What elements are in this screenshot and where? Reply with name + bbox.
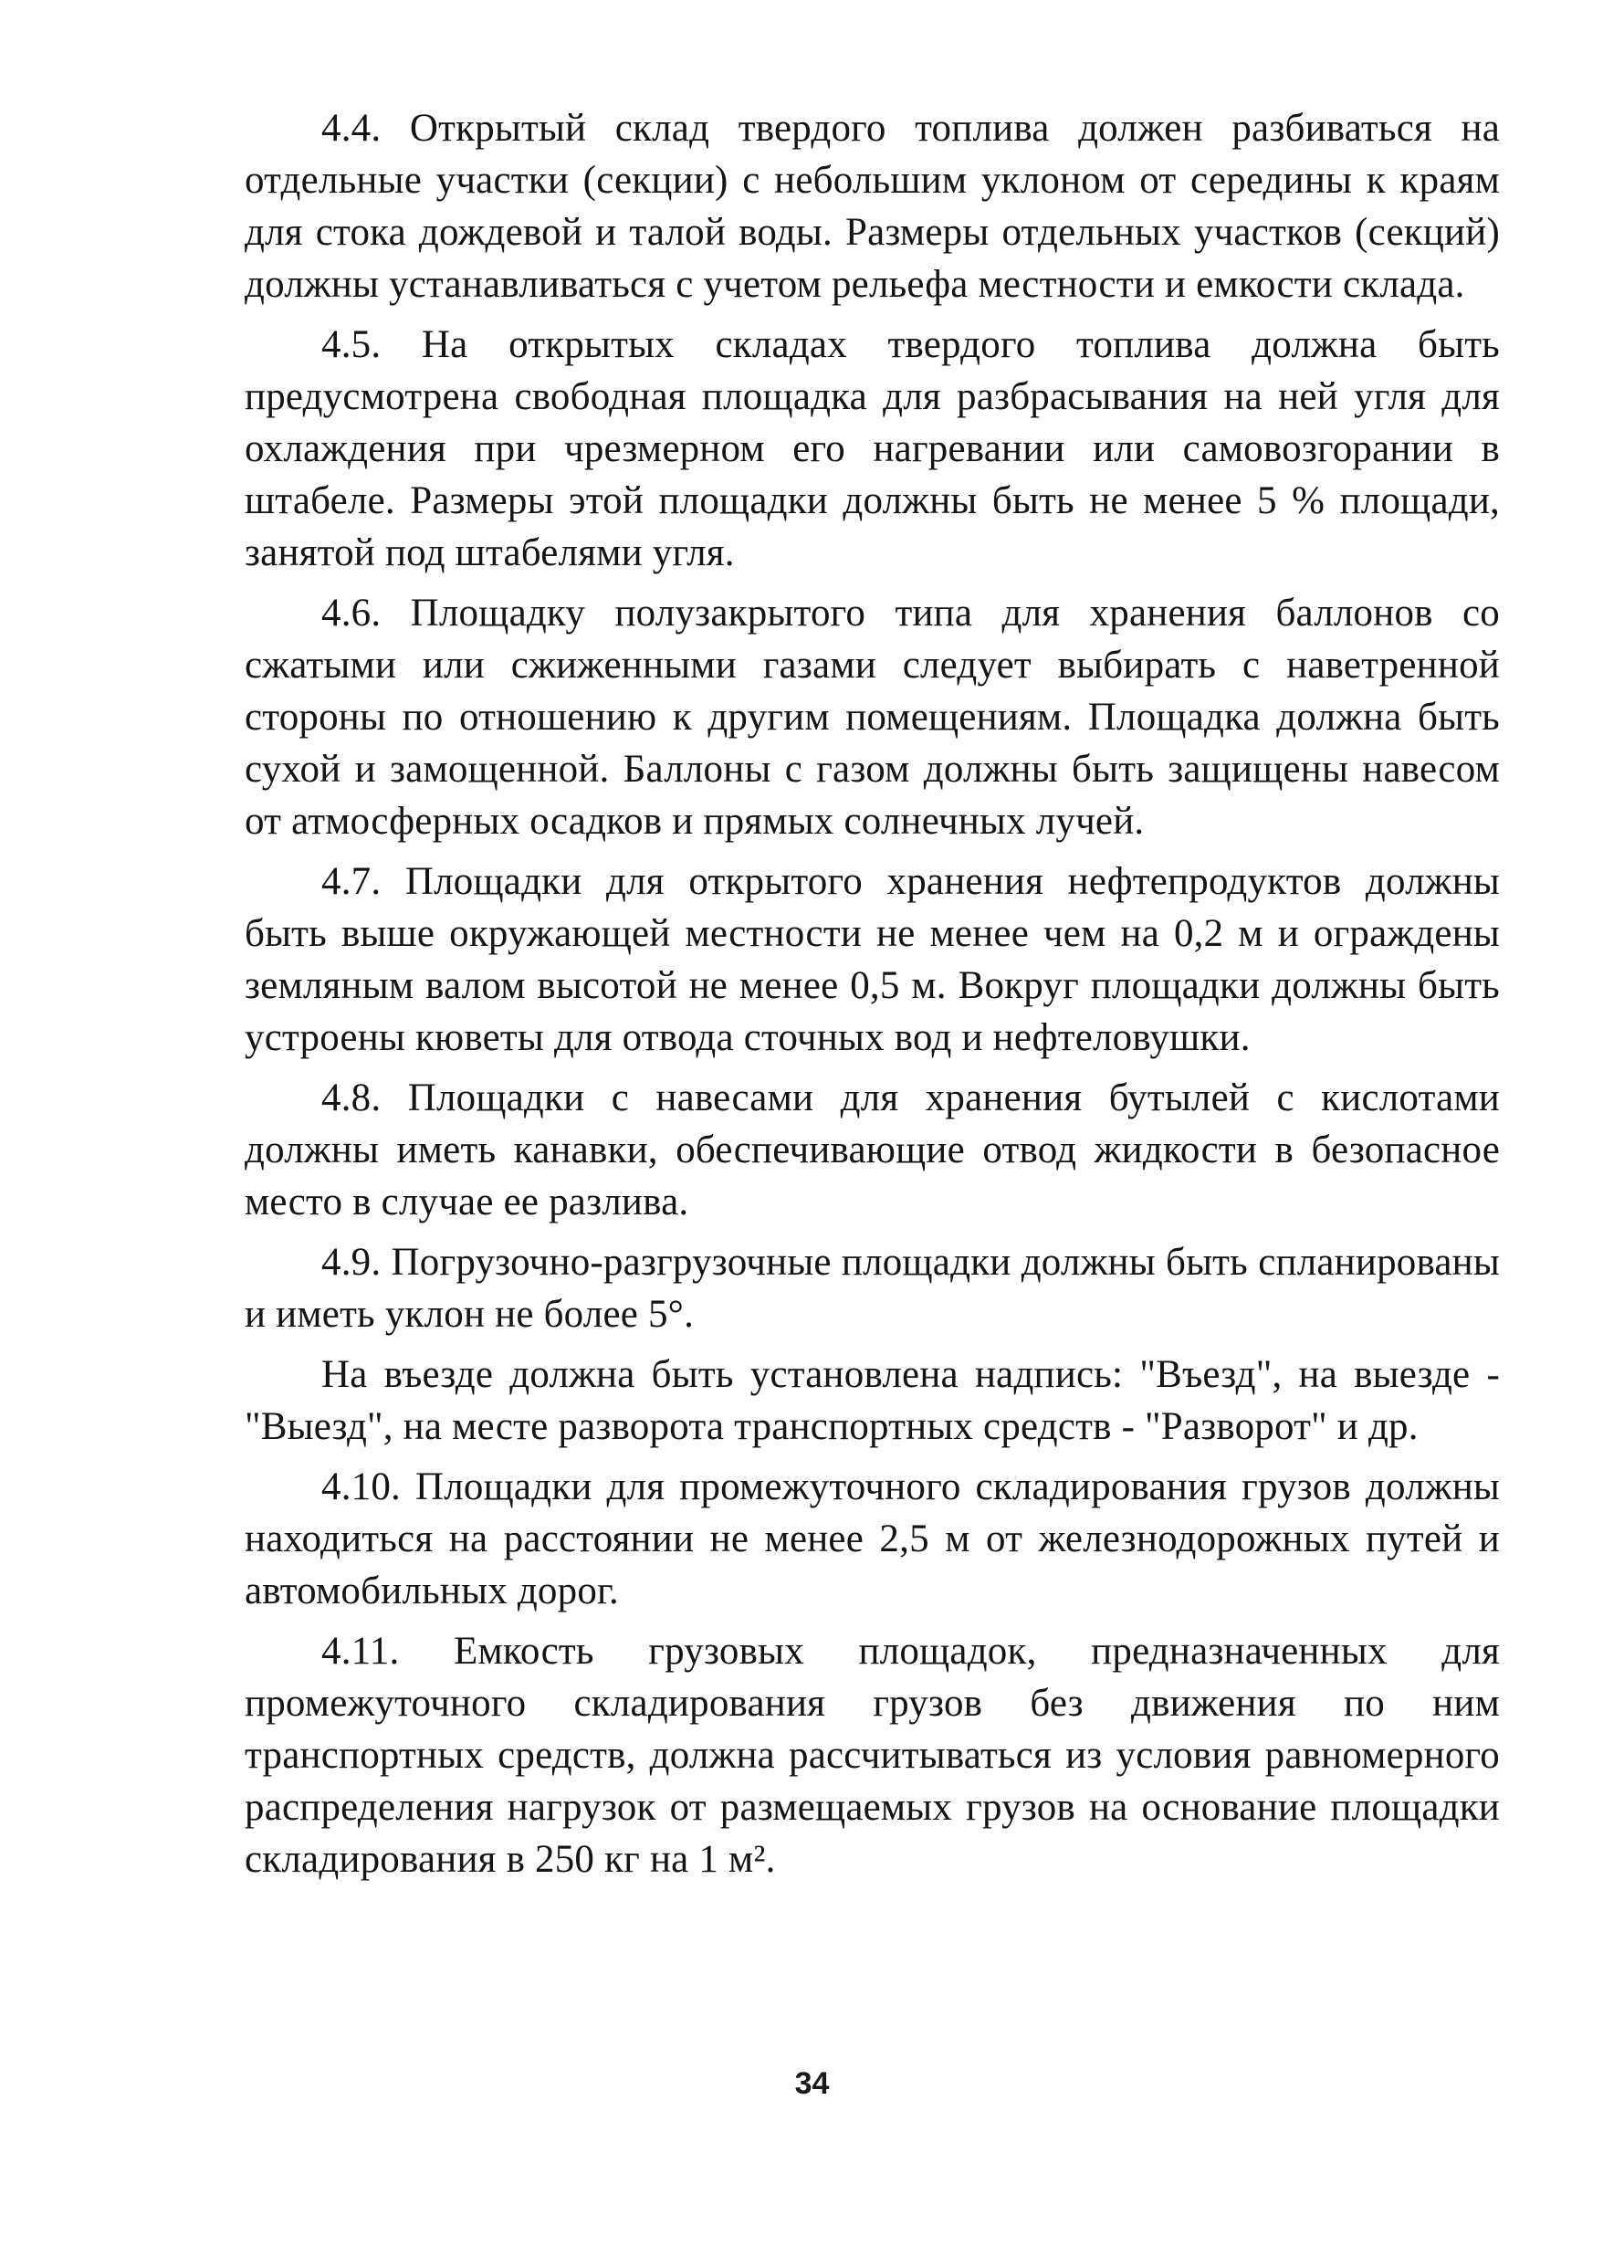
paragraph-4-9: 4.9. Погрузочно-разгрузочные площадки должны быть спланированы и иметь уклон не более 5°.	[245, 1241, 1500, 1336]
page-number: 34	[794, 2066, 830, 2101]
paragraph-4-7: 4.7. Площадки для открытого хранения нефтепродуктов должны быть выше окружающей местности не менее чем на 0,2 м и ограждены земляным валом высотой не менее 0,5 м. Вокруг площадки должны быть устроены кюветы для отвода сточных вод и нефтеловушки.	[245, 860, 1500, 1059]
paragraph-4-11: 4.11. Емкость грузовых площадок, предназначенных для промежуточного складирования грузов без движения по ним транспортных средств, должна рассчитываться из условия равномерного распределения нагрузок от размещаемых грузов на основание площадки складирования в 250 кг на 1 м².	[245, 1630, 1500, 1881]
paragraph-4-5: 4.5. На открытых складах твердого топлива должна быть предусмотрена свободная площадка для разбрасывания на ней угля для охлаждения при чрезмерном его нагревании или самовозгорании в штабеле. Размеры этой площадки должны быть не менее 5 % площади, занятой под штабелями угля.	[245, 323, 1500, 574]
paragraph-4-10: 4.10. Площадки для промежуточного складирования грузов должны находиться на расстоянии не менее 2,5 м от железнодорожных путей и автомобильных дорог.	[245, 1465, 1500, 1612]
paragraph-entrance-signs: На въезде должна быть установлена надпись: "Въезд", на выезде - "Выезд", на месте разворота транспортных средств - "Разворот" и др.	[245, 1353, 1500, 1448]
document-body	[245, 102, 1500, 1894]
paragraph-4-6: 4.6. Площадку полузакрытого типа для хранения баллонов со сжатыми или сжиженными газами следует выбирать с наветренной стороны по отношению к другим помещениям. Площадка должна быть сухой и замощенной. Баллоны с газом должны быть защищены навесом от атмосферных осадков и прямых солнечных лучей.	[245, 592, 1500, 843]
paragraph-4-4: 4.4. Открытый склад твердого топлива должен разбиваться на отдельные участки (секции) с небольшим уклоном от середины к краям для стока дождевой и талой воды. Размеры отдельных участков (секций) должны устанавливаться с учетом рельефа местности и емкости склада.	[245, 107, 1500, 306]
paragraph-4-8: 4.8. Площадки с навесами для хранения бутылей с кислотами должны иметь канавки, обеспечивающие отвод жидкости в безопасное место в случае ее разлива.	[245, 1076, 1500, 1223]
